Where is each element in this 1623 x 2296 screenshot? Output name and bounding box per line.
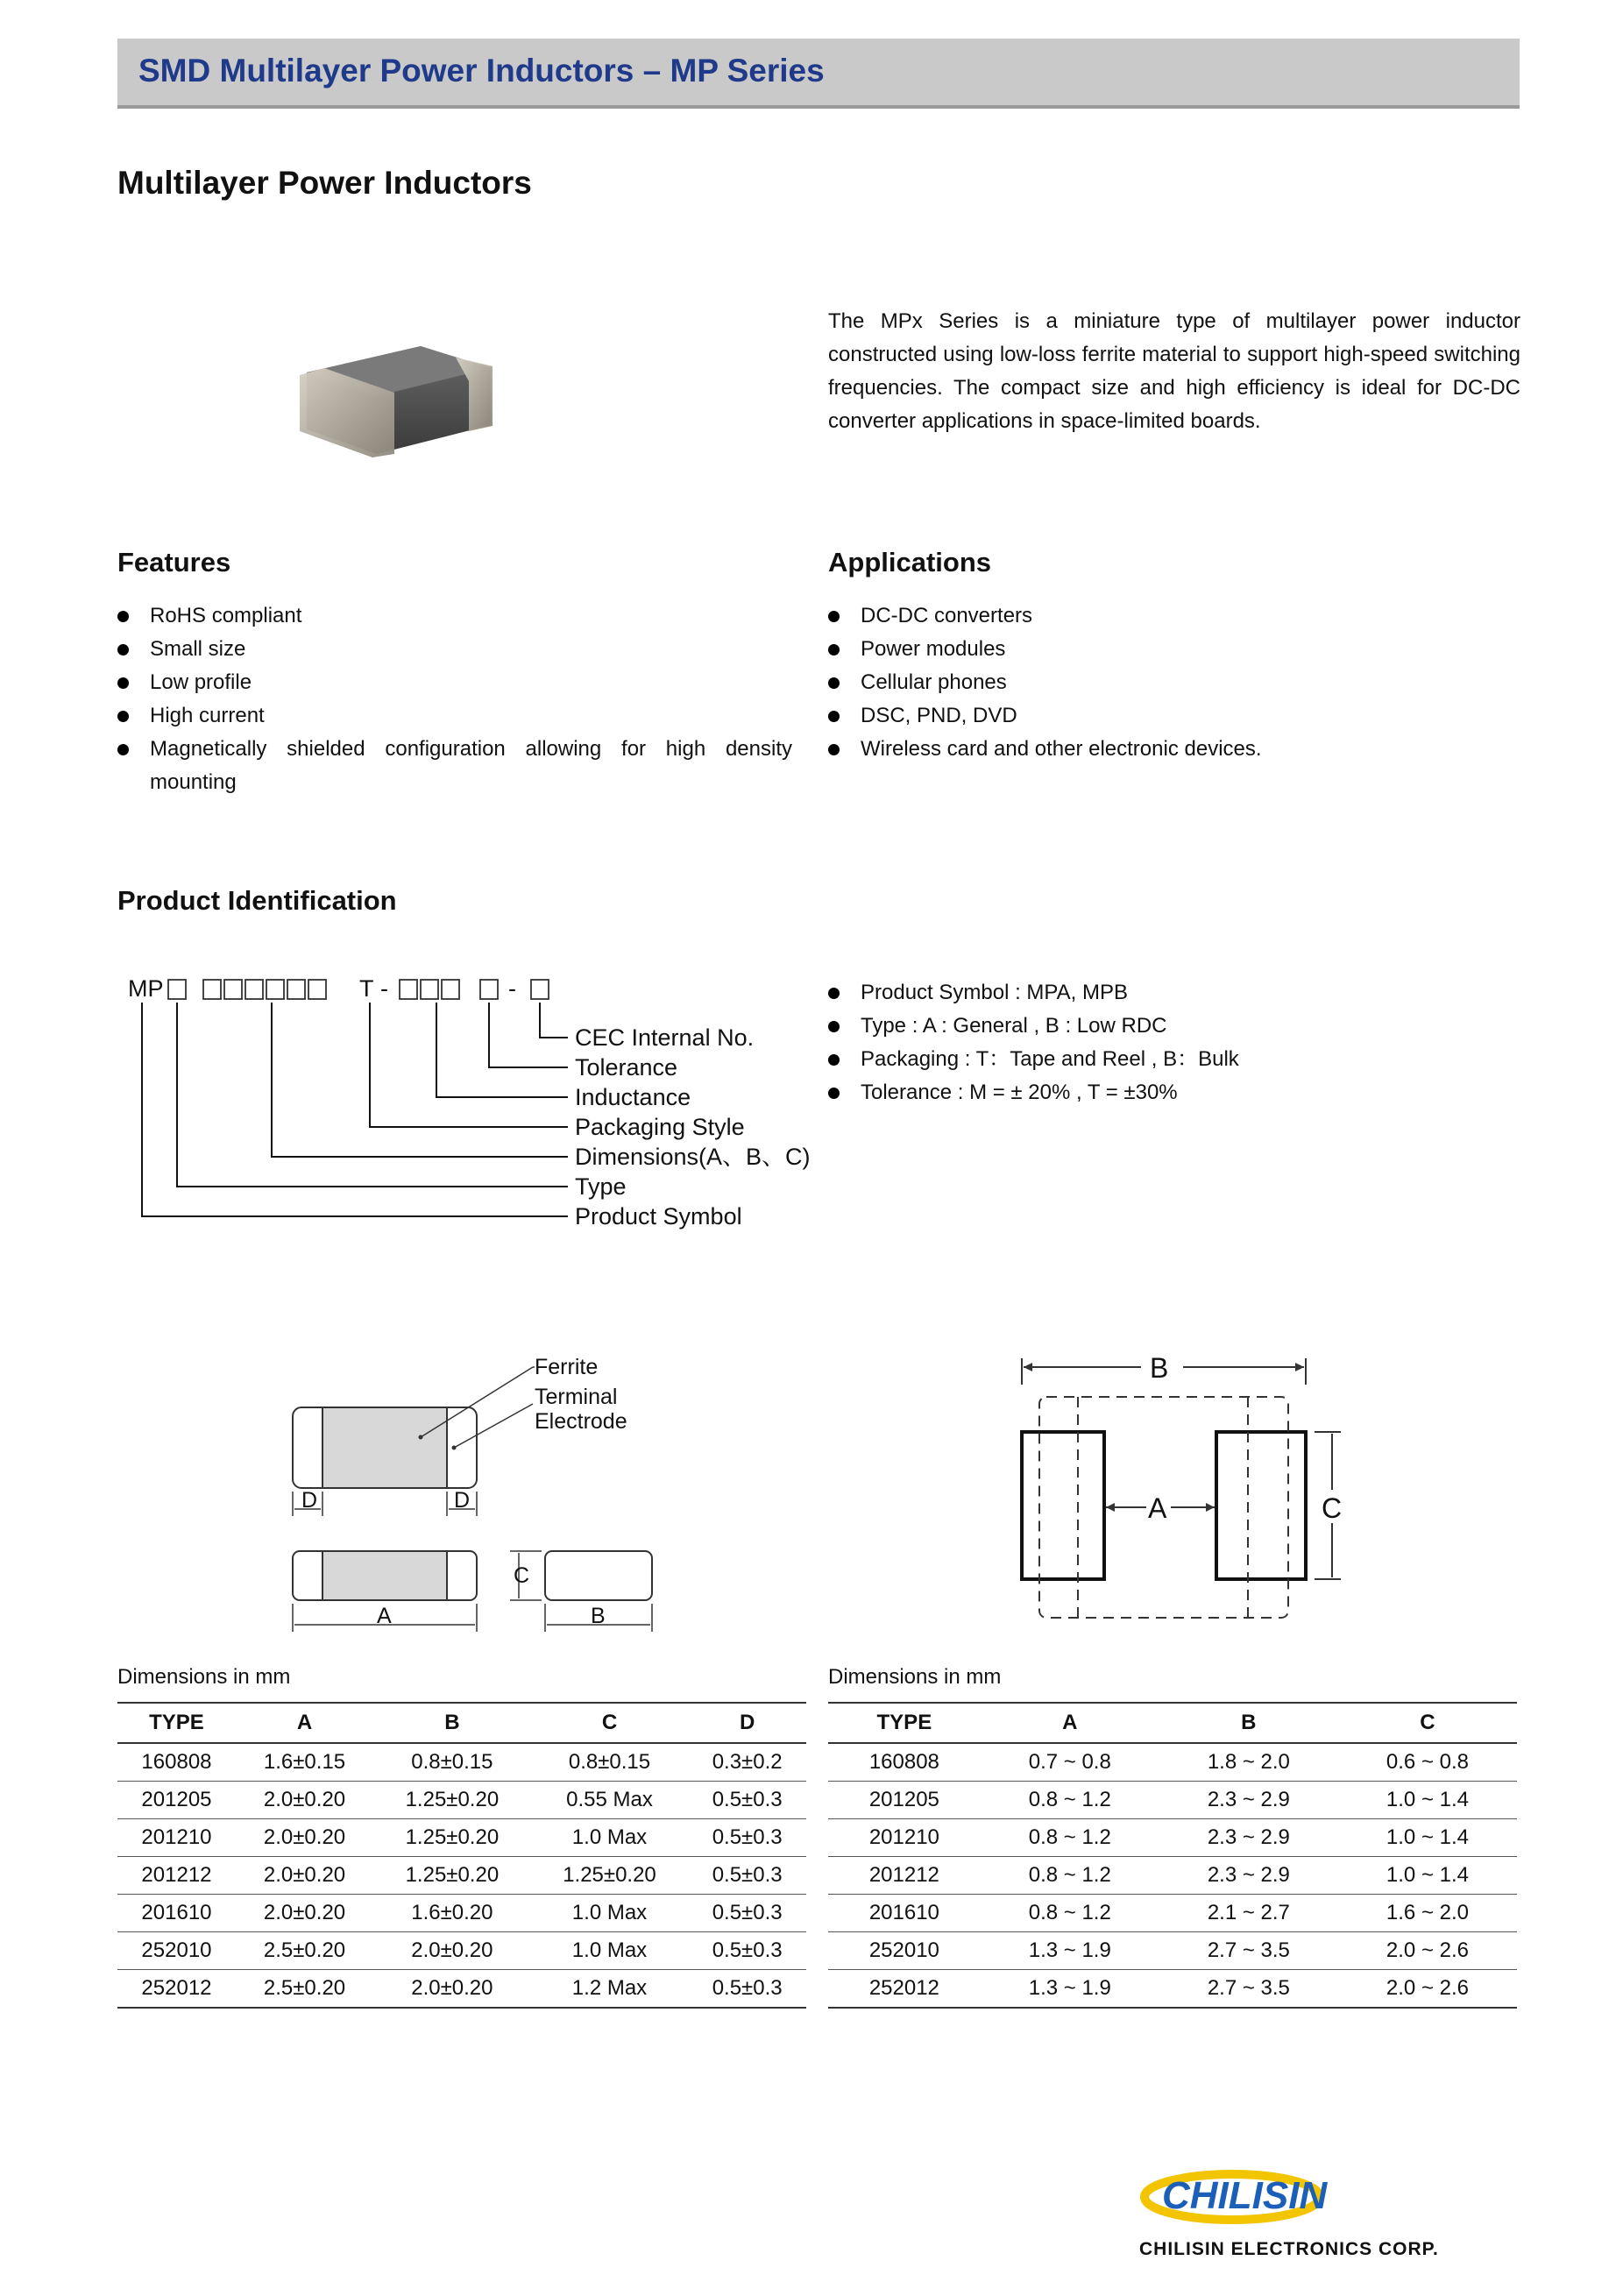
list-item: Cellular phones (828, 666, 1520, 699)
list-item: DSC, PND, DVD (828, 699, 1520, 733)
table-row (117, 1819, 806, 1857)
table-cell: 1.3 ~ 1.9 (981, 1932, 1159, 1970)
list-item: Packaging : T：Tape and Reel , B：Bulk (828, 1043, 1520, 1076)
table-cell: 0.8 ~ 1.2 (981, 1857, 1159, 1895)
table-cell: 2.5±0.20 (236, 1932, 373, 1970)
inductor-chip-photo (289, 298, 500, 464)
table-cell: 1.25±0.20 (373, 1819, 531, 1857)
table-cell: 1.6±0.15 (236, 1743, 373, 1782)
table-cell: 252012 (141, 1976, 212, 2000)
table-cell: 2.1 ~ 2.7 (1159, 1895, 1338, 1932)
dimensions-table-land (828, 1702, 1517, 2009)
table-cell: 0.5±0.3 (688, 1819, 806, 1857)
table-cell: 1.6 ~ 2.0 (1338, 1895, 1517, 1932)
part-number-diagram (123, 973, 824, 1244)
table-row (828, 1819, 1517, 1857)
table-cell: 201610 (117, 1895, 236, 1932)
table-cell: 2.3 ~ 2.9 (1159, 1782, 1338, 1819)
table-cell: 0.6 ~ 0.8 (1338, 1743, 1517, 1782)
table-row (117, 1970, 806, 2009)
table-cell: 0.5±0.3 (688, 1782, 806, 1819)
chip-outline-diagram (280, 1341, 675, 1639)
table-cell: 252010 (117, 1932, 236, 1970)
table-cell: 2.0±0.20 (236, 1857, 373, 1895)
table-cell: 252010 (828, 1932, 981, 1970)
dim-a-label: A (1148, 1492, 1167, 1524)
table-cell: 1.25±0.20 (373, 1857, 531, 1895)
table-cell: 2.0±0.20 (236, 1895, 373, 1932)
table-cell: 160808 (117, 1743, 236, 1782)
table-cell: 0.5±0.3 (688, 1895, 806, 1932)
code-dash: - (380, 975, 388, 1002)
table-cell: 1.0 ~ 1.4 (1338, 1782, 1517, 1819)
table-row (117, 1932, 806, 1970)
electrode-label: Electrode (535, 1409, 627, 1434)
table-cell: 0.3±0.2 (688, 1743, 806, 1782)
table-row (828, 1970, 1517, 2009)
dim-b-label: B (591, 1604, 606, 1628)
table-cell: 1.0 ~ 1.4 (1338, 1857, 1517, 1895)
dim-c-label: C (1322, 1492, 1343, 1524)
column-header: B (1159, 1703, 1338, 1743)
table-cell: 0.8±0.15 (531, 1743, 689, 1782)
table-cell: 1.2 Max (571, 1976, 648, 2000)
list-item: Small size (117, 633, 792, 666)
dim-d-label: D (301, 1488, 318, 1513)
list-item: Tolerance : M = ± 20% , T = ±30% (828, 1076, 1520, 1109)
list-item: Magnetically shielded configuration allowing for high density mounting (117, 733, 792, 799)
column-header: TYPE (117, 1703, 236, 1743)
product-id-heading: Product Identification (117, 885, 397, 916)
code-dash: - (508, 975, 516, 1002)
title-bar (117, 39, 1520, 109)
list-item: Type : A : General , B : Low RDC (828, 1010, 1520, 1043)
table-row (828, 1932, 1517, 1970)
table-cell: 201205 (828, 1782, 981, 1819)
dim-c-label: C (514, 1563, 530, 1588)
logo-mark: CHILISIN (1162, 2174, 1328, 2217)
dim-a-label: A (377, 1604, 392, 1628)
table-cell: 2.3 ~ 2.9 (1159, 1819, 1338, 1857)
table-cell: 201210 (828, 1819, 981, 1857)
table-cell: 201212 (828, 1857, 981, 1895)
company-logo (1136, 2158, 1346, 2228)
table-header-row (117, 1703, 806, 1743)
intro-paragraph: The MPx Series is a miniature type of multilayer power inductor constructed using low-loss ferrite material to support high-speed switching frequencies. The compact size and high efficiency is ideal for DC-DC converter applications in space-limited boards. (828, 309, 1520, 433)
table-cell: 1.0 Max (531, 1895, 689, 1932)
applications-heading: Applications (828, 547, 992, 578)
label-type: Type (575, 1173, 627, 1200)
table-cell: 2.0±0.20 (236, 1782, 373, 1819)
table-cell: 0.8 ~ 1.2 (981, 1895, 1159, 1932)
label-product-symbol: Product Symbol (575, 1203, 742, 1229)
table-cell: 1.0 Max (531, 1932, 689, 1970)
dimensions-table-chip (117, 1702, 806, 2009)
table-row (117, 1857, 806, 1895)
table-cell: 2.7 ~ 3.5 (1207, 1976, 1290, 2000)
features-list (117, 599, 792, 799)
table-cell: 201205 (117, 1782, 236, 1819)
features-heading: Features (117, 547, 231, 578)
list-item: RoHS compliant (117, 599, 792, 633)
document-title: SMD Multilayer Power Inductors – MP Series (138, 53, 825, 89)
dim-d-label: D (454, 1488, 471, 1513)
column-header: C (531, 1703, 689, 1743)
ferrite-label: Ferrite (535, 1355, 599, 1379)
column-header: C (1338, 1703, 1517, 1743)
table-cell: 2.3 ~ 2.9 (1159, 1857, 1338, 1895)
table-row (117, 1782, 806, 1819)
list-item: Product Symbol : MPA, MPB (828, 976, 1520, 1010)
table-cell: 1.0 ~ 1.4 (1338, 1819, 1517, 1857)
column-header: TYPE (828, 1703, 981, 1743)
label-packaging-style: Packaging Style (575, 1114, 745, 1140)
page-subtitle: Multilayer Power Inductors (117, 165, 532, 201)
table-cell: 1.0 Max (531, 1819, 689, 1857)
table-cell: 201610 (828, 1895, 981, 1932)
table-cell: 1.6±0.20 (373, 1895, 531, 1932)
table-cell: 2.0±0.20 (411, 1976, 493, 2000)
table-cell: 201212 (117, 1857, 236, 1895)
table-header-row (828, 1703, 1517, 1743)
table-row (117, 1895, 806, 1932)
list-item: Wireless card and other electronic devices. (828, 733, 1520, 766)
list-item: Low profile (117, 666, 792, 699)
company-name: CHILISIN ELECTRONICS CORP. (1139, 2239, 1439, 2259)
list-item: High current (117, 699, 792, 733)
table-cell: 1.8 ~ 2.0 (1159, 1743, 1338, 1782)
code-packaging-letter: T (359, 975, 374, 1002)
applications-list (828, 599, 1520, 766)
column-header: D (688, 1703, 806, 1743)
table-row (828, 1895, 1517, 1932)
table-cell: 0.8 ~ 1.2 (981, 1819, 1159, 1857)
table2-caption: Dimensions in mm (828, 1665, 1002, 1689)
column-header: A (981, 1703, 1159, 1743)
table-cell: 252012 (868, 1976, 939, 2000)
label-cec-internal-no: CEC Internal No. (575, 1024, 755, 1051)
table-cell: 2.0±0.20 (373, 1932, 531, 1970)
table-cell: 0.7 ~ 0.8 (981, 1743, 1159, 1782)
table-cell: 0.8 ~ 1.2 (981, 1782, 1159, 1819)
table-cell: 201210 (117, 1819, 236, 1857)
table-cell: 2.7 ~ 3.5 (1159, 1932, 1338, 1970)
table-row (828, 1782, 1517, 1819)
table-cell: 1.3 ~ 1.9 (1028, 1976, 1111, 2000)
table-row (828, 1857, 1517, 1895)
table-cell: 2.0 ~ 2.6 (1338, 1932, 1517, 1970)
table1-caption: Dimensions in mm (117, 1665, 291, 1689)
product-id-notes (828, 976, 1520, 1109)
table-cell: 160808 (828, 1743, 981, 1782)
table-cell: 1.25±0.20 (531, 1857, 689, 1895)
table-cell: 0.5±0.3 (688, 1932, 806, 1970)
column-header: B (373, 1703, 531, 1743)
land-pattern-diagram (1008, 1341, 1376, 1630)
table-row (117, 1743, 806, 1782)
terminal-label: Terminal (535, 1385, 618, 1409)
label-dimensions: Dimensions(A、B、C) (575, 1144, 811, 1170)
table-cell: 1.25±0.20 (373, 1782, 531, 1819)
table-cell: 2.0 ~ 2.6 (1386, 1976, 1469, 2000)
label-inductance: Inductance (575, 1084, 691, 1110)
dim-b-label: B (1150, 1352, 1169, 1384)
table-cell: 0.8±0.15 (373, 1743, 531, 1782)
list-item: Power modules (828, 633, 1520, 666)
column-header: A (236, 1703, 373, 1743)
list-item: DC-DC converters (828, 599, 1520, 633)
table-cell: 0.5±0.3 (712, 1976, 783, 2000)
table-cell: 0.5±0.3 (688, 1857, 806, 1895)
table-cell: 2.0±0.20 (236, 1819, 373, 1857)
code-prefix: MP (128, 975, 164, 1002)
table-cell: 0.55 Max (531, 1782, 689, 1819)
table-row (828, 1743, 1517, 1782)
label-tolerance: Tolerance (575, 1054, 678, 1081)
table-cell: 2.5±0.20 (263, 1976, 346, 2000)
